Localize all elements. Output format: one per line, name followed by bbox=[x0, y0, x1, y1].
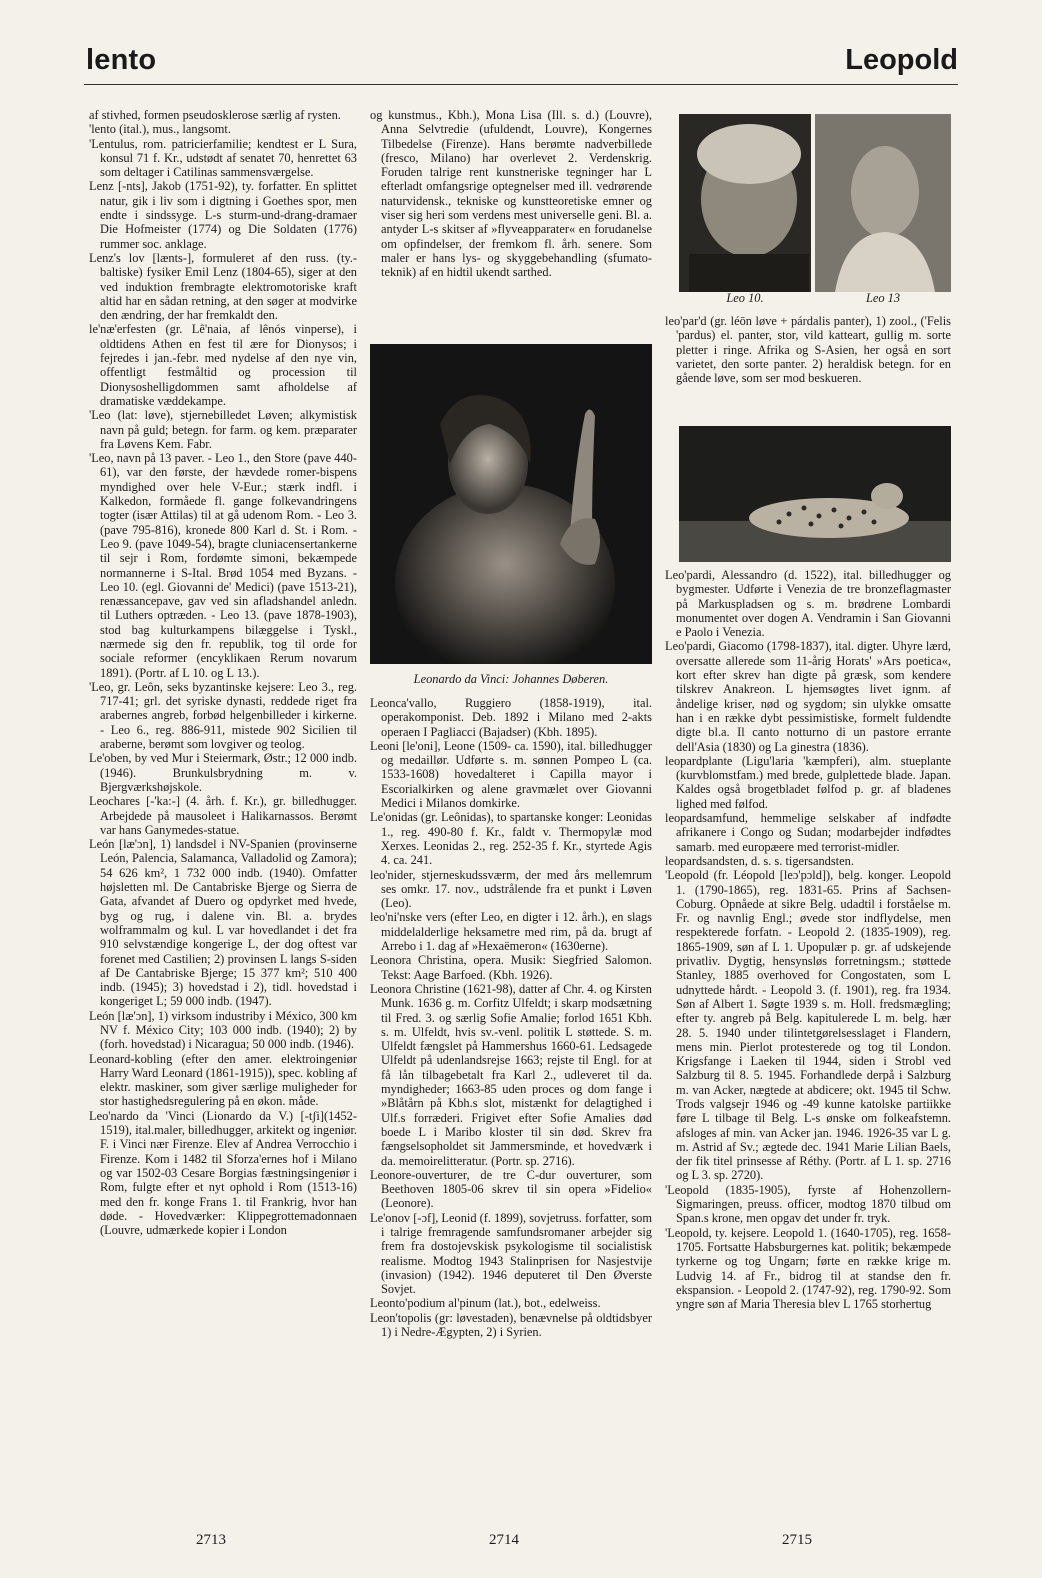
entry: Le'onidas (gr. Leônidas), to spartanske konger: Leonidas 1., reg. 490-80 f. Kr., faldt v. Thermopylæ mod Xerxes. Leonidas 2., reg. 252-35 f. Kr., styrtede Agis 4. ca. 241. bbox=[370, 810, 652, 868]
entry: Lenz [-nts], Jakob (1751-92), ty. forfatter. En splittet natur, gik i liv som i digtning i Goethes spor, men endte i sindssyge. L-s sturm-und-drang-dramaer Die Hofmeister (1774) og Die Soldaten (1776) rummer soc. anklage. bbox=[89, 179, 357, 251]
entry: Leonard-kobling (efter den amer. elektroingeniør Harry Ward Leonard (1861-1915)), spec. kobling af elektr. maskiner, som giver særlige muligheder for stor hastighedsregulering på en økon. måde. bbox=[89, 1051, 357, 1109]
entry: Leonto'podium al'pinum (lat.), bot., edelweiss. bbox=[370, 1296, 601, 1311]
column-2-top bbox=[370, 108, 652, 280]
leo-10-portrait bbox=[679, 114, 811, 292]
leo-13-portrait bbox=[815, 114, 951, 292]
entry: Leoni [le'oni], Leone (1509- ca. 1590), ital. billedhugger og medaillør. Udførte s. m. sønnen Pompeo L (ca. 1533-1608) hovedalteret i Capilla mayor i Escorialkirken og alene gravmælet over Giovanni Medici i Milanos domkirke. bbox=[370, 738, 652, 811]
leopard-photo bbox=[679, 426, 951, 562]
entry: 'Leopold (1835-1905), fyrste af Hohenzollern-Sigmaringen, preuss. officer, modtog 1870 tilbud om Span.s krone, men opgav det under fr. tryk. bbox=[665, 1182, 951, 1226]
column-2-bottom bbox=[370, 696, 652, 1339]
entry: 'Leopold (fr. Léopold [leɔ'pɔld]), belg. konger. Leopold 1. (1790-1865), reg. 1831-65. Prins af Sachsen-Coburg. Opnåede at sikre Belg. udadtil i forståelse m. Fr. og navnlig Engl.; øvede stor indflydelse, men respekterede forfatn. - Leopold 2. (1835-1909), reg. 1865-1909, søn af L 1. Upopulær p. gr. af udskejende privatliv. Dygtig, hensynsløs forretningsm.; støttede Stanley, 1885 overhoved for Congostaten, som L udnyttede hårdt. - Leopold 3. (f. 1901), reg. fra 1934. Søn af Albert 1. Søgte 1939 s. m. Holl. fredsmægling; efter ty. angreb på Belg. kapitulerede L m. belg. hær 28. 5. 1940 under tilintetgørelsesslaget i Flandern, mens min. Pierlot protesterede og tog til London. Krigsfange i Laeken til 1944, siden i Strobl ved Salzburg til 8. 5. 1945. Forhandlede derpå i Salzburg m. van Acker, nægtede at abdicere; okt. 1945 til Schw. Trods valgsejr 1946 og -49 kunne katolske partiikke føre L tilbage til Belg. L-s ønske om folkeafstemn. afsloges af min. van Acker jan. 1946. 1926-35 var L g. m. Astrid af Sv.; ægtede dec. 1941 Marie Lilian Baels, der fik titel prinsesse af Réthy. (Portr. af L 1. sp. 2716 og L 3. sp. 2720). bbox=[665, 868, 951, 1183]
entry: Leon'topolis (gr: løvestaden), benævnelse på oldtidsbyer 1) i Nedre-Ægypten, 2) i Syrien. bbox=[370, 1310, 652, 1340]
entry: Le'oben, by ved Mur i Steiermark, Østr.; 12 000 indb. (1946). Brunkulsbrydning m. v. Bjergværkshøjskole. bbox=[89, 751, 357, 794]
entry: 'Leo, gr. Leôn, seks byzantinske kejsere: Leo 3., reg. 717-41; grl. det syriske dynasti, reddede riget fra arabernes angreb, forbød helgenbilleder i kirkerne. - Leo 6., reg. 886-911, mistede 902 Sicilien til araberne, berømt som lovgiver og teolog. bbox=[89, 679, 357, 752]
page-number-center: 2714 bbox=[489, 1532, 519, 1548]
column-1 bbox=[89, 108, 357, 1237]
entry: og kunstmus., Kbh.), Mona Lisa (Ill. s. d.) (Louvre), Anna Selvtredie (ufuldendt, Louvre), Kongernes Tilbedelse (Firenze). Hans berømte nadverbillede (fresco, Milano) har overlevet 2. Verdenskrig. Foruden talrige rent kunstneriske tegninger har L efterladt omfangsrige optegnelser med ill. vedrørende naturvidensk., tekniske og kunstteoretiske emner og viser sig heri som verdens mest universelle geni. Bl. a. antyder L-s skitser af »flyveapparater« en forudanelse om opfindelser, der fremkom fl. årh. senere. Som maler er hans lys- og skyggebehandling (sfumato-teknik) af en hidtil ukendt sarthed. bbox=[370, 108, 652, 280]
entry: 'Leo, navn på 13 paver. - Leo 1., den Store (pave 440-61), var den første, der hævdede romer-bispens myndighed over hele V-Eur.; stærk indfl. i Kalkedon, formåede fl. gange folkevandringens togter (især Attilas) til at gå udenom Rom. - Leo 3. (pave 795-816), kronede 800 Karl d. St. i Rom. - Leo 9. (pave 1049-54), bragte cluniacensertankerne til sejr i Rom, fordømte simoni, bekæmpede normannerne i S-Ital. Brød 1054 med Byzans. - Leo 10. (egl. Giovanni de' Medici) (pave 1513-21), renæssancepave, gav ved sin afladshandel anledn. til Luthers optræden. - Leo 13. (pave 1878-1903), stod bag kulturkampens bilæggelse i Tyskl., nærmede sig den fr. republik, tog til orde for sociale reformer (encyklikaen Rerum novarum 1891). (Portr. af L 10. og L 13.). bbox=[89, 451, 357, 680]
column-3-middle bbox=[665, 314, 951, 385]
column-3-bottom bbox=[665, 568, 951, 1311]
running-head-right: Leopold bbox=[845, 44, 958, 76]
entry: 'lento (ital.), mus., langsomt. bbox=[89, 122, 231, 137]
entry: leo'par'd (gr. léōn løve + párdalis panter), 1) zool., ('Felis 'pardus) el. panter, stor, vild katteart, gullig m. sorte pletter i ringe. Afrika og S-Asien, her også en sort varietet, den sorte panter. 2) heraldisk betegn. for en gående løve, som ser mod beskueren. bbox=[665, 314, 951, 386]
entry: 'Lentulus, rom. patricierfamilie; kendtest er L Sura, konsul 71 f. Kr., udstødt af senatet 70, henrettet 63 som deltager i Catilinas sammensværgelse. bbox=[89, 136, 357, 180]
leonardo-john-baptist-painting bbox=[370, 344, 652, 664]
entry: leopardplante (Ligu'laria 'kæmpferi), alm. stueplante (kurvblomstfam.) med brede, gulplettede blade. Japan. Kaldes også brogetbladet følfod p. gr. af bladenes lighed med følfod. bbox=[665, 753, 951, 811]
entry: 'Leo (lat: løve), stjernebilledet Løven; alkymistisk navn på guld; betegn. for farm. og kem. præparater fra Løvens Kem. Fabr. bbox=[89, 408, 357, 451]
page-number-left: 2713 bbox=[196, 1532, 226, 1548]
entry: leopardsandsten, d. s. s. tigersandsten. bbox=[665, 853, 854, 868]
entry: Leonora Christine (1621-98), datter af Chr. 4. og Kirsten Munk. 1636 g. m. Corfitz Ulfeldt; i skarp modsætning til Fred. 3. og særlig Sofie Amalie; forlod 1651 Kbh. s. m. Ulfeldt, hvis sv.-venl. politik L støttede. S. m. Ulfeldt fængslet på Hammershus 1660-61. Ledsagede Ulfeldt på udenlandsrejse 1663; rejste til Engl. for at få lån tilbagebetalt fra Karl 2., udleveret til da. myndigheder; 1663-85 uden proces og dom fange i »Blåtårn på Kbh.s slot, mistænkt for delagtighed i Ulf.s forræderi. Frigivet efter Sofie Amalies død boede L i Maribo kloster til sin død. Skrev fra fængselsopholdet sit Jammersminde, et hovedværk i da. memoirelitteratur. (Portr. sp. 2716). bbox=[370, 981, 652, 1168]
entry: Leo'nardo da 'Vinci (Lionardo da V.) [-tʃi](1452-1519), ital.maler, billedhugger, arkitekt og ingeniør. F. i Vinci nær Firenze. Elev af Andrea Verrocchio i Firenze. Kom i 1482 til Sforza'ernes hof i Milano og var 1502-03 Cesare Borgias fæstningsingeniør i Rom, fulgte efter et nyt ophold i Rom (1513-16) med den fr. konge Frans 1. til Frankrig, hvor han døde. - Hovedværker: Klippegrottemadonnaen (Louvre, udmærkede kopier i London bbox=[89, 1108, 357, 1238]
entry: Le'onov [-ɔf], Leonid (f. 1899), sovjetruss. forfatter, som i talrige fremragende samfundsromaner arbejder sig frem fra dostojevskisk psykologisme til socialistisk realisme. Modtog 1943 Stalinprisen for Nasjestvije (invasion) (1942). 1946 deputeret til Den Øverste Sovjet. bbox=[370, 1210, 652, 1297]
entry: León [læ'ɔn], 1) landsdel i NV-Spanien (provinserne León, Palencia, Salamanca, Valladolid og Zamora); 54 626 km², 1 732 000 indb. (1940). Omfatter højsletten ml. De Cantabriske Bjerge og Sierra de Gata, afvandet af Duero og opdyrket med hvede, byg og rug, i dalene vin. Bl. a. brydes wolframmalm og kul. L var hovedlandet i det fra 910 selvstændige kongerige L, der dog oftest var forenet med Castilien; 2) provinsen L langs S-siden af De Cantabriske Bjerge; 15 377 km²; 510 400 indb. (1945); 3) hovedstad i 2), tidl. hovedstad i kongeriget L; 59 000 indb. (1947). bbox=[89, 837, 357, 1009]
entry: le'næ'erfesten (gr. Lê'naia, af lênós vinperse), i oldtidens Athen en fest til ære for Dionysos; i fejredes i jan.-febr. med nydelse af den nye vin, offentligt festmåltid og procession til Dionysoshelligdommen samt afholdelse af dramatiske væddekampe. bbox=[89, 322, 357, 408]
running-head-left: lento bbox=[86, 44, 157, 76]
header-rule bbox=[84, 84, 958, 85]
entry: Leonore-ouverturer, de tre C-dur ouverturer, som Beethoven 1805-06 skrev til sin opera »Fidelio« (Leonore). bbox=[370, 1167, 652, 1211]
entry: Leo'pardi, Giacomo (1798-1837), ital. digter. Uhyre lærd, oversatte allerede som 11-årig Horats' »Ars poetica«, kort efter skrev han digte på græsk, som kendere tilskrev Anakreon. L hjemsøgtes livet ignm. af åndelige kriser, nød og sygdom; sin ulykke omsatte han i en række dybt pessimistiske, formelt fuldendte digte bl.a. Il canto notturno di un pastore errante dell'Asia (1830) og La ginestra (1836). bbox=[665, 639, 951, 754]
leonardo-caption: Leonardo da Vinci: Johannes Døberen. bbox=[413, 672, 609, 686]
page-number-right: 2715 bbox=[782, 1532, 812, 1548]
entry: leopardsamfund, hemmelige selskaber af indfødte afrikanere i Congo og Sudan; modarbejder indfødtes samarb. med europæere med terrorist-midler. bbox=[665, 811, 951, 854]
entry: León [læ'ɔn], 1) virksom industriby i México, 300 km NV f. México City; 103 000 indb. (1940); 2) by (forh. hovedstad) i Nicaragua; 50 000 indb. (1946). bbox=[89, 1008, 357, 1052]
entry: Leonca'vallo, Ruggiero (1858-1919), ital. operakomponist. Deb. 1892 i Milano med 2-akts operaen I Pagliacci (Bajadser) (Kbh. 1895). bbox=[370, 696, 652, 739]
entry: leo'ni'nske vers (efter Leo, en digter i 12. årh.), en slags middelalderlige heksametre med rim, på da. brugt af Arrebo i 1. dag af »Hexaëmeron« (1630erne). bbox=[370, 910, 652, 954]
entry: Leochares [-'ka:-] (4. årh. f. Kr.), gr. billedhugger. Arbejdede på mausoleet i Halikarnassos. Berømt var hans Ganymedes-statue. bbox=[89, 794, 357, 837]
leo-13-caption: Leo 13 bbox=[865, 291, 901, 305]
leo-10-caption: Leo 10. bbox=[726, 291, 764, 305]
entry: Leonora Christina, opera. Musik: Siegfried Salomon. Tekst: Aage Barfoed. (Kbh. 1926). bbox=[370, 953, 652, 982]
entry: Lenz's lov [lænts-], formuleret af den russ. (ty.-baltiske) fysiker Emil Lenz (1804-65), siger at den ved induktion frembragte elektromotoriske kraft altid har en sådan retning, at den søger at modvirke den ændring, der har fremkaldt den. bbox=[89, 250, 357, 323]
entry: leo'nider, stjerneskudssværm, der med års mellemrum ses omkr. 17. nov., udstrålende fra et punkt i Løven (Leo). bbox=[370, 867, 652, 911]
entry: Leo'pardi, Alessandro (d. 1522), ital. billedhugger og bygmester. Udførte i Venezia de tre bronzeflagmaster på Markuspladsen og s. m. brødrene Lombardi monumentet over dogen A. Vendramin i San Giovanni e Paolo i Venezia. bbox=[665, 568, 951, 640]
entry: 'Leopold, ty. kejsere. Leopold 1. (1640-1705), reg. 1658-1705. Fortsatte Habsburgernes kat. politik; bekæmpede tyrkerne og tog Ungarn; førte en række krige m. Ludvig 14. af Fr., bidrog til at standse den fr. ekspansion. - Leopold 2. (1747-92), reg. 1790-92. Som yngre søn af Maria Theresia blev L 1765 storhertug bbox=[665, 1225, 951, 1312]
entry: af stivhed, formen pseudosklerose særlig af rysten. bbox=[89, 108, 341, 122]
